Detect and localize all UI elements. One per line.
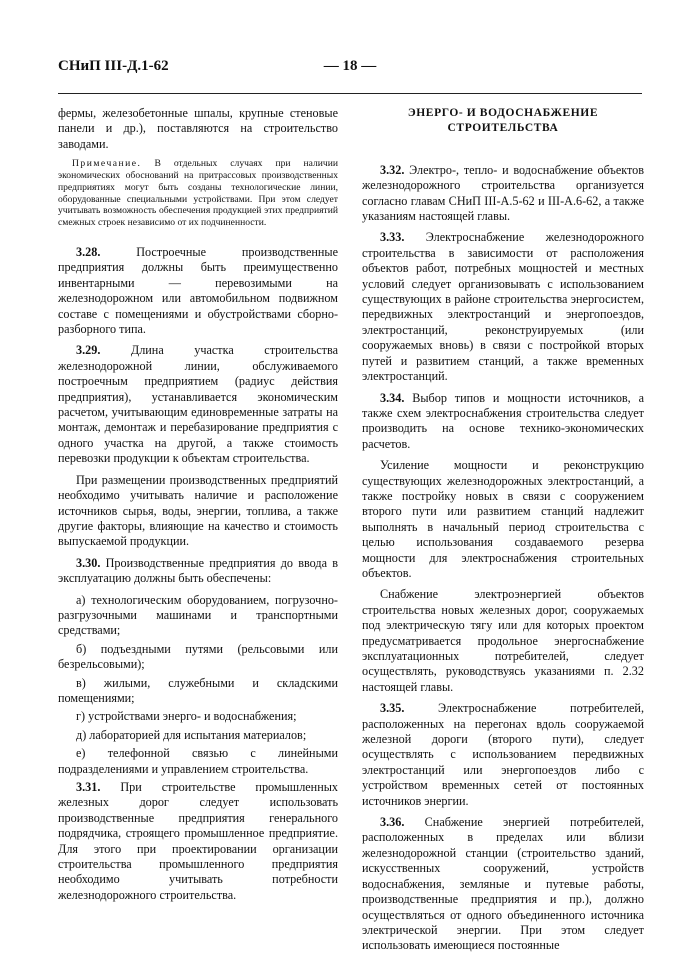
clause-number: 3.36. [380, 815, 405, 830]
clause-number: 3.28. [76, 245, 101, 259]
right-column [362, 106, 644, 960]
paragraph-3-35 [362, 701, 644, 809]
paragraph-3-33 [362, 230, 644, 384]
list-item: д) лабораторией для испытания материалов; [76, 727, 307, 742]
section-title: ЭНЕРГО- И ВОДОСНАБЖЕНИЕ СТРОИТЕЛЬСТВА [407, 107, 599, 135]
paragraph-text: Выбор типов и мощности источников, а также схем электроснабжения строительства следует производить на основе технико-экономических расчетов. [362, 390, 644, 451]
paragraph-text: Электроснабжение железнодорожного строительства в зависимости от расположения объектов работ, потребных мощностей и местных условий следует организовывать с использованием существующих в районе строительства энергосистем, передвижных электростанций и энергопоездов, электростанций, реконструируемых (или сооружаемых вновь) в связи с постройкой вторых путей и развитием станций, а также временных электростанций. [362, 230, 645, 384]
paragraph-3-28 [58, 245, 338, 337]
paragraph-intro: фермы, железобетонные шпалы, крупные стеновые панели и др.), поставляются на строительство заводами. [58, 106, 338, 151]
list-item: в) жилыми, служебными и складскими помещениями; [58, 675, 338, 705]
header-rule [58, 93, 642, 94]
left-column [58, 106, 338, 909]
paragraph-3-36 [362, 815, 644, 954]
paragraph-3-29 [58, 343, 338, 466]
list-item: г) устройствами энерго- и водоснабжения; [76, 709, 297, 724]
paragraph-3-29-b: При размещении производственных предприятий необходимо учитывать наличие и расположение источников сырья, воды, энергии, топлива, а также другие факторы, влияющие на качество и стоимость выпускаемой продукции. [58, 472, 338, 549]
paragraph-text: Электроснабжение потребителей, расположенных на перегонах вдоль сооружаемой железной дороги (второго пути), следует осуществлять с использованием передвижных электростанций или энергопоездов либо с устройством временных сетей от постоянных источников энергии. [362, 701, 645, 808]
clause-number: 3.29. [76, 343, 101, 358]
clause-number: 3.32. [380, 162, 405, 177]
list-item: а) технологическим оборудованием, погрузочно-разгрузочными машинами и транспортными средствами; [58, 592, 338, 638]
clause-number: 3.34. [380, 390, 405, 405]
page-header [58, 58, 642, 80]
paragraph-3-34-c: Снабжение электроэнергией объектов строительства новых железных дорог, сооружаемых под электрическую тягу или для которых проектом предусматривается продольное энергоснабжение эксплуатационных потребителей, следует осуществлять, руководствуясь указаниями п. 2.32 настоящей главы. [362, 587, 644, 694]
page-number: — 18 — [323, 58, 377, 74]
paragraph-text: Снабжение энергией потребителей, расположенных в пределах или вблизи железнодорожной станции (строительство зданий, искусственных сооружений, устройств водоснабжения, земляные и путевые работы, производственные предприятия и пр.), должно осуществляться от одного объединенного источника электрической энергии. При этом следует использовать имеющиеся постоянные [362, 815, 644, 953]
clause-number: 3.30. [76, 555, 101, 570]
paragraph-3-34 [362, 391, 644, 453]
note-text: В отдельных случаях при наличии экономических обоснований на притрассовых производственных предприятиях могут быть созданы технологические линии, оборудованные специальными устройствами. При этом следует учитывать возможность обеспечения продукцией этих предприятий смежных строек независимо от их подчиненности. [58, 158, 338, 229]
note-label: Примечание. [72, 158, 142, 170]
clause-number: 3.35. [380, 701, 405, 716]
list-item: е) телефонной связью с линейными подразделениями и управлением строительства. [58, 746, 338, 776]
paragraph-3-34-b: Усиление мощности и реконструкцию существующих железнодорожных электростанций, а также постройку новых в связи с сооружением второго пути или развитием станций надлежит выполнять в начальный период строительства с целью использования создаваемого резерва мощности для электроснабжения строительных объектов. [362, 458, 644, 580]
note [58, 158, 338, 229]
paragraph-text: Электро-, тепло- и водоснабжение объектов железнодорожного строительства организуется согласно главам СНиП III-А.5-62 и III-А.6-62, а также указаниям настоящей главы. [362, 162, 644, 224]
paragraph-text: Производственные предприятия до ввода в эксплуатацию должны быть обеспечены: [58, 555, 338, 586]
list-item: б) подъездными путями (рельсовыми или безрельсовыми); [58, 641, 338, 672]
paragraph-3-30 [58, 556, 338, 587]
document-code: СНиП III-Д.1-62 [58, 58, 169, 74]
clause-number: 3.33. [380, 230, 405, 245]
paragraph-3-32 [362, 163, 644, 225]
clause-number: 3.31. [76, 780, 101, 794]
paragraph-text: Длина участка строительства железнодорожной линии, обслуживаемого построечным предприятием (радиус действия предприятия), устанавливается экономическим расчетом, учитывающим единовременные затраты на монтаж, демонтаж и перебазирование предприятия с одного участка на другой, а также стоимость перевозки продукции к объектам строительства. [58, 343, 338, 466]
paragraph-text: При строительстве промышленных железных дорог следует использовать производственные предприятия генерального подрядчика, строящего промышленное предприятие. Для этого при проектировании организации строительства промышленного предприятия необходимо учитывать потребности железнодорожного строительства. [58, 780, 339, 902]
paragraph-3-31 [58, 780, 338, 903]
paragraph-text: Построечные производственные предприятия должны быть преимущественно инвентарными — перевозимыми на железнодорожном или автомобильном подвижном составе с помещениями и обустройствами сборно-разборного типа. [58, 245, 338, 337]
